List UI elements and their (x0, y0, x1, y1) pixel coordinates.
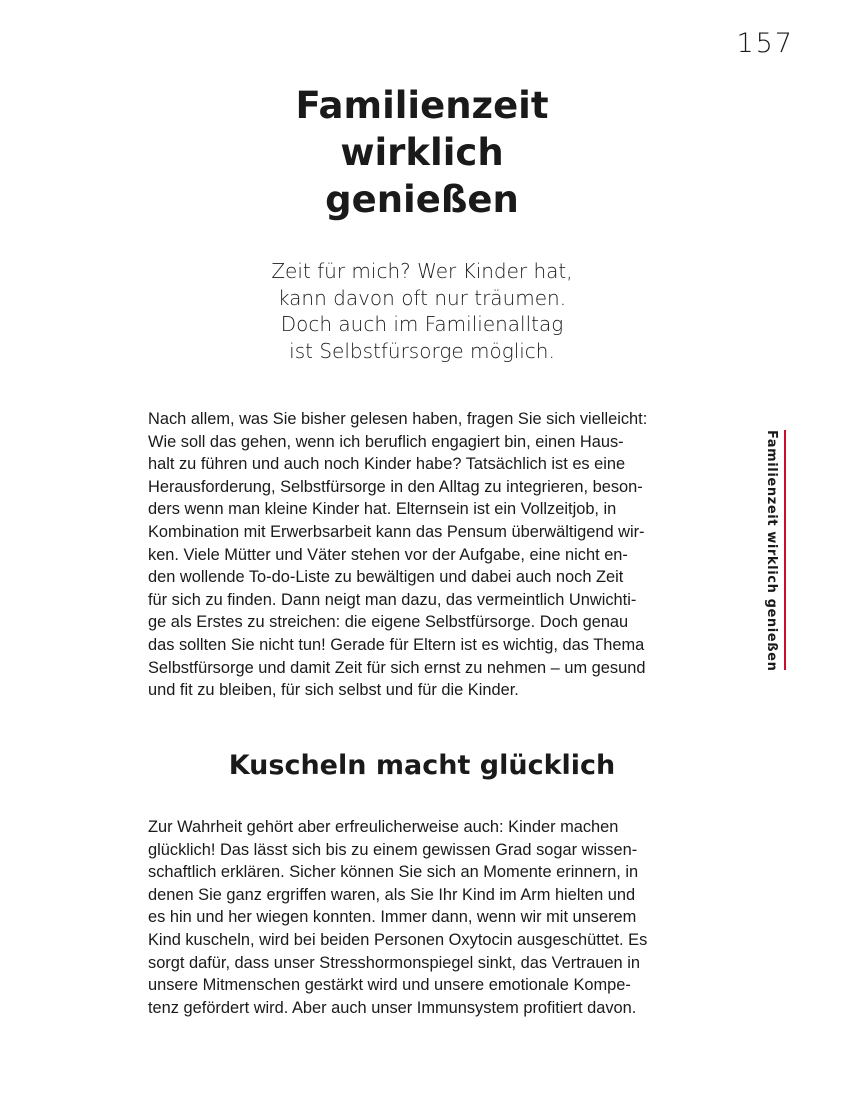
text-line: halt zu führen und auch noch Kinder habe? Tatsächlich ist es eine (148, 455, 626, 474)
text-line: ge als Erstes zu streichen: die eigene Selbstfürsorge. Doch genau (148, 613, 629, 632)
page-title (200, 82, 644, 223)
text-line: Zur Wahrheit gehört aber erfreulicherweise auch: Kinder machen (148, 818, 619, 836)
intro-line: Zeit für mich? Wer Kinder hat, (271, 259, 573, 283)
text-line: schaftlich erklären. Sicher können Sie sich an Momente erinnern, in (148, 863, 639, 882)
body-paragraph-1 (148, 408, 708, 702)
page-title-line: genießen (325, 178, 519, 221)
page-title-line: wirklich (340, 131, 504, 174)
text-line: ken. Viele Mütter und Väter stehen vor der Aufgabe, eine nicht en- (148, 545, 628, 564)
running-head: Familienzeit wirklich genießen (764, 430, 779, 672)
section-heading: Kuscheln macht glücklich (228, 750, 616, 781)
text-line: tenz gefördert wird. Aber auch unser Immunsystem profitiert davon. (148, 998, 637, 1017)
text-line: den wollende To-do-Liste zu bewältigen und dabei auch noch Zeit (148, 568, 624, 587)
text-line: unsere Mitmenschen gestärkt wird und unsere emotionale Kompe- (148, 976, 631, 995)
text-line: denen Sie ganz ergriffen waren, als Sie Ihr Kind im Arm hielten und (148, 885, 636, 904)
text-line: das sollten Sie nicht tun! Gerade für Eltern ist es wichtig, das Thema (148, 635, 645, 654)
text-line: Wie soll das gehen, wenn ich beruflich engagiert bin, einen Haus- (148, 432, 624, 451)
text-line: Nach allem, was Sie bisher gelesen haben, fragen Sie sich vielleicht: (148, 410, 648, 428)
text-line: glücklich! Das lässt sich bis zu einem gewissen Grad sogar wissen- (148, 840, 638, 859)
intro-lead (200, 258, 644, 364)
body-paragraph-2 (148, 816, 708, 1019)
intro-line: Doch auch im Familienalltag (280, 312, 564, 336)
text-line: für sich zu finden. Dann neigt man dazu, das vermeintlich Unwichti- (148, 590, 637, 609)
text-line: sorgt dafür, dass unser Stresshormonspiegel sinkt, das Vertrauen in (148, 953, 640, 972)
text-line: ders wenn man kleine Kinder hat. Elternsein ist ein Vollzeitjob, in (148, 500, 617, 519)
page-number: 157 (736, 28, 794, 59)
text-line: und fit zu bleiben, für sich selbst und für die Kinder. (148, 681, 519, 700)
text-line: Kind kuscheln, wird bei beiden Personen Oxytocin ausgeschüttet. Es (148, 930, 648, 949)
text-line: Kombination mit Erwerbsarbeit kann das Pensum überwältigend wir- (148, 522, 645, 541)
running-head-rule (784, 430, 786, 670)
text-line: es hin und her wiegen konnten. Immer dann, wenn wir mit unserem (148, 908, 637, 927)
page-title-line: Familienzeit (295, 84, 549, 127)
text-line: Selbstfürsorge und damit Zeit für sich ernst zu nehmen – um gesund (148, 658, 646, 677)
intro-line: ist Selbstfürsorge möglich. (289, 338, 555, 363)
intro-line: kann davon oft nur träumen. (277, 285, 567, 310)
text-line: Herausforderung, Selbstfürsorge in den Alltag zu integrieren, beson- (148, 477, 643, 496)
